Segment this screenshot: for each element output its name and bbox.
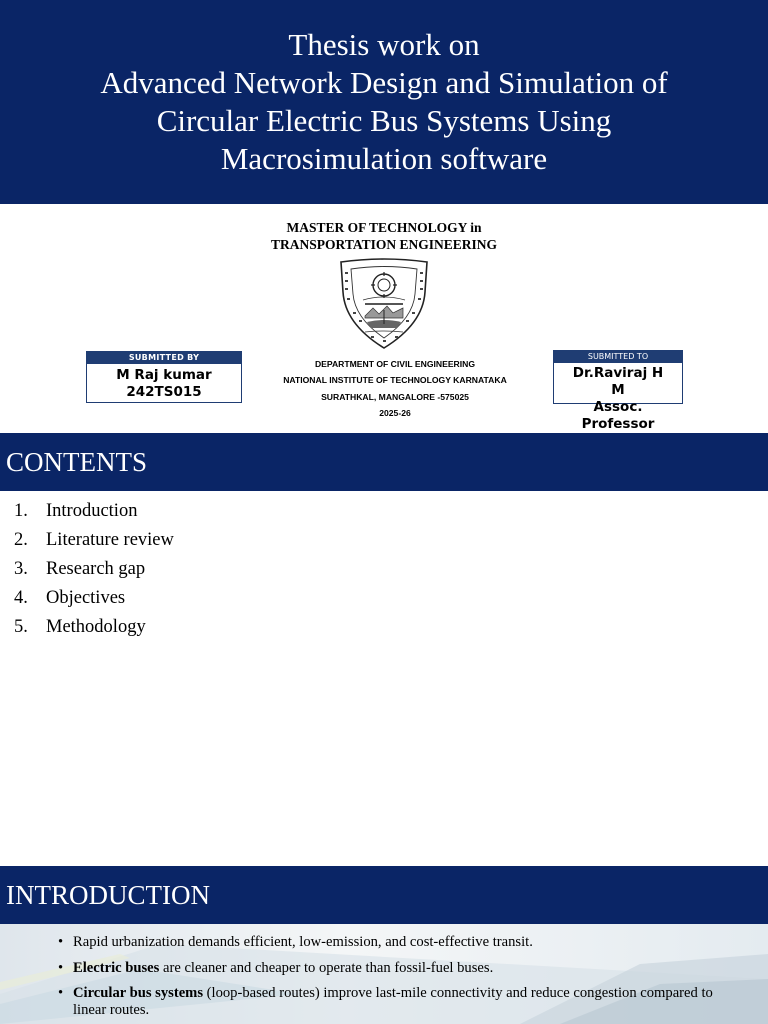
contents-heading: CONTENTS [6,447,147,477]
institution-block [250,356,540,422]
contents-item-label: Literature review [46,530,174,550]
contents-item-number: 1. [14,501,28,521]
guide-designation-line-1: Assoc. [593,399,643,415]
contents-item-label: Methodology [46,617,146,637]
contents-item [0,499,174,528]
thesis-title: Thesis work on Advanced Network Design and Simulation of Circular Electric Bus Systems Using Macrosimulation software [100,27,668,176]
submitted-by-box [86,351,242,403]
introduction-banner [0,866,768,924]
bullet-bold-text: Circular bus systems [73,985,204,1001]
contents-list [0,499,174,644]
submitted-to-details [554,363,682,433]
introduction-body [0,924,768,1024]
contents-item-number: 5. [14,617,28,637]
guide-name-line-1: Dr.Raviraj H [572,365,664,381]
institution-name: NATIONAL INSTITUTE OF TECHNOLOGY KARNATAKA [283,375,507,386]
introduction-heading: INTRODUCTION [6,880,210,910]
contents-item-label: Research gap [46,559,146,579]
introduction-bullets [58,934,738,1024]
bullet-text: Rapid urbanization demands efficient, low-emission, and cost-effective transit. [73,934,533,950]
department-name: DEPARTMENT OF CIVIL ENGINEERING [314,359,476,369]
degree-heading [0,219,768,253]
introduction-bullet [58,960,738,977]
guide-name-line-2: M [611,382,625,398]
submitted-by-label: SUBMITTED BY [87,352,241,364]
contents-item [0,557,174,586]
academic-year: 2025-26 [379,408,411,419]
submitted-to-label: SUBMITTED TO [554,351,682,363]
introduction-bullet [58,985,738,1019]
bullet-text: are cleaner and cheaper to operate than fossil-fuel buses. [159,959,494,976]
contents-item [0,586,174,615]
contents-item-label: Introduction [46,501,138,521]
contents-item-number: 3. [14,559,28,579]
contents-item-number: 4. [14,588,28,608]
introduction-bullet [58,934,738,951]
bullet-text: (loop-based routes) improve last-mile connectivity and reduce congestion compared to linear routes. [73,985,713,1018]
contents-item-label: Objectives [46,588,126,608]
contents-banner [0,433,768,491]
degree-line-2: TRANSPORTATION ENGINEERING [271,237,497,252]
submitted-to-box [553,350,683,432]
student-id: 242TS015 [126,383,202,400]
student-name: M Raj kumar [116,367,212,383]
guide-designation-line-2: Professor [581,416,655,432]
submitted-by-details [87,364,241,400]
degree-line-1: MASTER OF TECHNOLOGY in [286,220,482,235]
nitk-crest-icon [335,258,433,350]
bullet-bold-text: Electric buses [73,959,160,976]
contents-item-number: 2. [14,530,28,550]
contents-item [0,615,174,644]
contents-item [0,528,174,557]
institution-address: SURATHKAL, MANGALORE -575025 [321,391,469,402]
title-banner [0,0,768,204]
